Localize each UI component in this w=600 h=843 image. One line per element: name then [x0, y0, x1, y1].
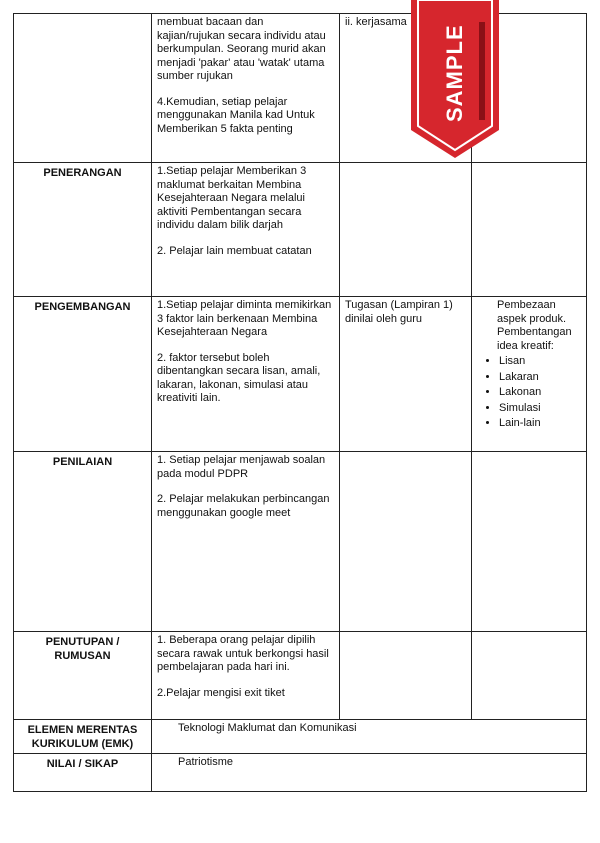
notes-cell [340, 452, 472, 632]
notes-cell [340, 163, 472, 297]
activity-cell [152, 297, 340, 452]
activity-text: 1.Setiap pelajar Memberikan 3 maklumat berkaitan Membina Kesejahteraan Negara melalui aktiviti Pembentangan secara individu dalam bilik darjah [157, 165, 307, 231]
stage-label [14, 14, 152, 163]
notes-cell [340, 632, 472, 720]
table-row [14, 297, 587, 452]
list-item: • Lain-lain [499, 417, 581, 431]
activity-text: 4.Kemudian, setiap pelajar menggunakan Manila kad Untuk Memberikan 5 fakta penting [157, 95, 315, 135]
notes-cell [340, 297, 472, 452]
stage-label: PENGEMBANGAN [14, 297, 152, 452]
ribbon-text: SAMPLE [442, 24, 467, 122]
nilai-label: NILAI / SIKAP [14, 754, 152, 792]
remarks-cell [472, 452, 587, 632]
activity-text: 2.Pelajar mengisi exit tiket [157, 686, 285, 699]
nilai-value: Patriotisme [152, 754, 587, 792]
activity-text: 2. Pelajar melakukan perbincangan menggunakan google meet [157, 493, 330, 519]
nilai-row [14, 754, 587, 792]
table-row [14, 163, 587, 297]
list-item: • Simulasi [499, 402, 581, 416]
notes-text: ii. kerjasama [345, 16, 407, 28]
activity-text: 1. Setiap pelajar menjawab soalan pada modul PDPR [157, 454, 326, 480]
activity-text: 2. Pelajar lain membuat catatan [157, 244, 312, 257]
activity-text: 1. Beberapa orang pelajar dipilih secara rawak untuk berkongsi hasil pembelajaran pada hari ini. [157, 634, 329, 673]
list-item: • Lisan [499, 355, 581, 369]
emk-row [14, 720, 587, 754]
remarks-text: Pembezaan aspek produk. Pembentangan idea kreatif: [497, 299, 572, 352]
activity-cell [152, 163, 340, 297]
activity-cell [152, 632, 340, 720]
ribbon-tagline [479, 22, 485, 120]
idea-list [477, 355, 581, 431]
activity-text: membuat bacaan dan kajian/rujukan secara individu atau berkumpulan. Seorang murid akan menjadi 'pakar' atau 'watak' utama sumber rujukan [157, 16, 326, 82]
table-row [14, 452, 587, 632]
stage-label: PENUTUPAN / RUMUSAN [14, 632, 152, 720]
stage-label: PENERANGAN [14, 163, 152, 297]
emk-value: Teknologi Maklumat dan Komunikasi [152, 720, 587, 754]
sample-watermark [409, 0, 501, 160]
list-item: • Lakaran [499, 371, 581, 385]
stage-label: PENILAIAN [14, 452, 152, 632]
emk-label: ELEMEN MERENTAS KURIKULUM (EMK) [14, 720, 152, 754]
activity-text: 1.Setiap pelajar diminta memikirkan 3 faktor lain berkenaan Membina Kesejahteraan Negara [157, 299, 332, 338]
remarks-cell [472, 163, 587, 297]
list-item: • Lakonan [499, 386, 581, 400]
notes-text: Tugasan (Lampiran 1) dinilai oleh guru [345, 299, 453, 325]
remarks-cell [472, 297, 587, 452]
activity-text: 2. faktor tersebut boleh dibentangkan secara lisan, amali, lakaran, lakonan, simulasi atau kreativiti lain. [157, 351, 321, 404]
remarks-cell [472, 632, 587, 720]
table-row [14, 632, 587, 720]
activity-cell [152, 14, 340, 163]
activity-cell [152, 452, 340, 632]
